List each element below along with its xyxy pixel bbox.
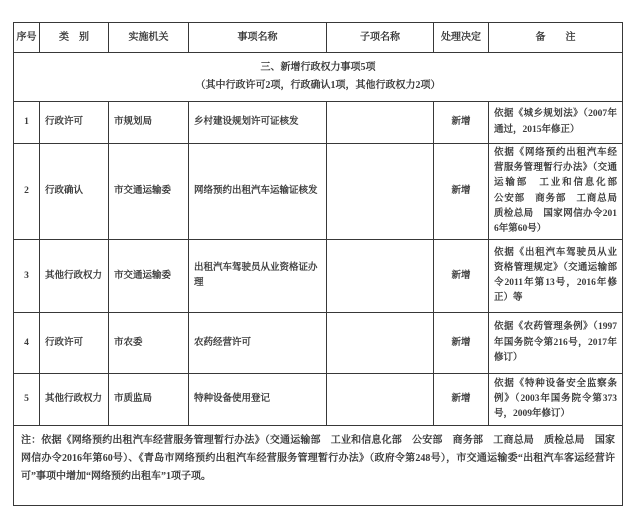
cell-category: 行政许可: [40, 313, 109, 374]
cell-remark: 依据《农药管理条例》（1997年国务院令第216号，2017年修订）: [489, 313, 623, 374]
table-row: [14, 102, 623, 144]
cell-remark: 依据《网络预约出租汽车经营服务管理暂行办法》（交通运输部 工业和信息化部 公安部 商务部 工商总局 质检总局 国家网信办令2016年第60号）: [489, 144, 623, 240]
cell-subitem: [327, 102, 434, 144]
cell-subitem: [327, 374, 434, 426]
cell-agency: 市农委: [109, 313, 189, 374]
table-row: [14, 144, 623, 240]
col-header-subitem: 子项名称: [327, 23, 434, 53]
cell-decision: 新增: [434, 374, 489, 426]
cell-no: 2: [14, 144, 40, 240]
cell-category: 其他行政权力: [40, 374, 109, 426]
cell-subitem: [327, 240, 434, 313]
col-header-decision: 处理决定: [434, 23, 489, 53]
section-header: [14, 53, 623, 102]
footnote-row: [14, 426, 623, 506]
section-header-row: [14, 53, 623, 102]
col-header-category: 类 别: [40, 23, 109, 53]
section-title-line1: 三、新增行政权力事项5项: [260, 62, 376, 73]
cell-decision: 新增: [434, 313, 489, 374]
cell-no: 5: [14, 374, 40, 426]
table-row: [14, 240, 623, 313]
cell-no: 1: [14, 102, 40, 144]
cell-category: 行政许可: [40, 102, 109, 144]
cell-agency: 市质监局: [109, 374, 189, 426]
cell-item: 乡村建设规划许可证核发: [189, 102, 327, 144]
section-title-line2: （其中行政许可2项，行政确认1项，其他行政权力2项）: [195, 80, 441, 91]
cell-subitem: [327, 144, 434, 240]
cell-item: 特种设备使用登记: [189, 374, 327, 426]
table-header-row: [14, 23, 623, 53]
col-header-item: 事项名称: [189, 23, 327, 53]
cell-agency: 市规划局: [109, 102, 189, 144]
cell-item: 网络预约出租汽车运输证核发: [189, 144, 327, 240]
cell-decision: 新增: [434, 240, 489, 313]
cell-no: 3: [14, 240, 40, 313]
cell-category: 行政确认: [40, 144, 109, 240]
table-row: [14, 374, 623, 426]
cell-item: 出租汽车驾驶员从业资格证办理: [189, 240, 327, 313]
cell-category: 其他行政权力: [40, 240, 109, 313]
cell-agency: 市交通运输委: [109, 240, 189, 313]
cell-remark: 依据《城乡规划法》（2007年通过，2015年修正）: [489, 102, 623, 144]
power-items-table: [13, 22, 627, 506]
cell-item: 农药经营许可: [189, 313, 327, 374]
col-header-agency: 实施机关: [109, 23, 189, 53]
cell-no: 4: [14, 313, 40, 374]
footnote: 注：依据《网络预约出租汽车经营服务管理暂行办法》（交通运输部 工业和信息化部 公安部 商务部 工商总局 质检总局 国家网信办令2016年第60号）、《青岛市网络预约出租汽车经营服务管理暂行办法》（政府令第248号），市交通运输委“出租汽车客运经营许可”事项中增加“网络预约出租车”1项子项。: [14, 426, 623, 506]
col-header-remark: 备 注: [489, 23, 623, 53]
col-header-no: 序号: [14, 23, 40, 53]
cell-agency: 市交通运输委: [109, 144, 189, 240]
table-row: [14, 313, 623, 374]
cell-remark: 依据《出租汽车驾驶员从业资格管理规定》（交通运输部令2011年第13号，2016年修正）等: [489, 240, 623, 313]
cell-remark: 依据《特种设备安全监察条例》（2003年国务院令第373号，2009年修订）: [489, 374, 623, 426]
cell-subitem: [327, 313, 434, 374]
cell-decision: 新增: [434, 144, 489, 240]
cell-decision: 新增: [434, 102, 489, 144]
